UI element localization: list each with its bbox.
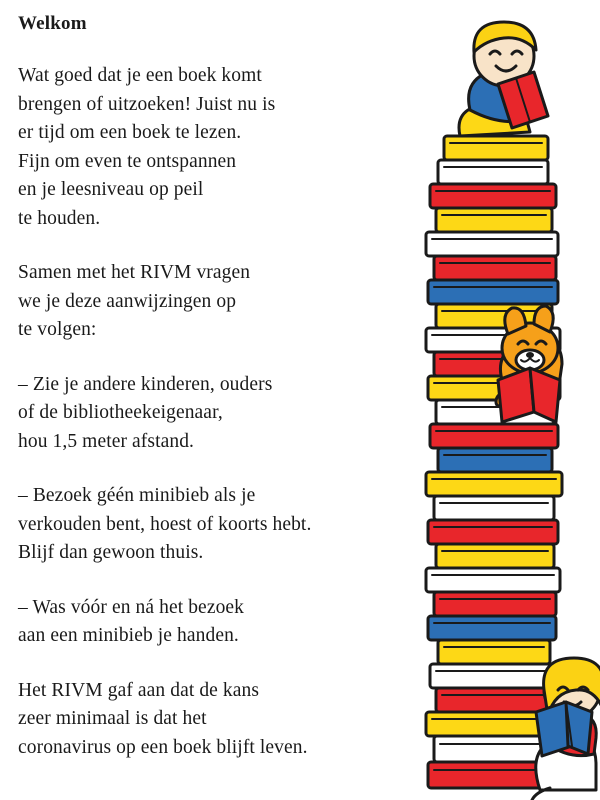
paragraph-rivm-request — [18, 259, 398, 345]
text-line: – Zie je andere kinderen, ouders — [18, 373, 273, 395]
paragraph-intro — [18, 62, 398, 233]
text-line: of de bibliotheekeigenaar, — [18, 402, 223, 423]
book-white-8 — [438, 160, 548, 184]
text-line: er tijd om een boek te lezen. — [18, 122, 242, 143]
book-yellow-7 — [436, 208, 552, 232]
book-white-2 — [430, 664, 560, 688]
girl-blue-book — [536, 702, 592, 756]
text-line: we je deze aanwijzingen op — [18, 290, 237, 312]
book-white-7 — [426, 232, 558, 256]
paragraph-rule-distance — [18, 371, 398, 457]
dog-red-book — [498, 368, 560, 422]
book-white-3 — [426, 568, 560, 592]
text-line: – Bezoek géén minibieb als je — [18, 485, 256, 506]
book-red-2 — [436, 688, 556, 712]
book-white-4 — [434, 496, 554, 520]
text-line: – Was vóór en ná het bezoek — [18, 596, 245, 618]
stack-of-books-illustration — [400, 0, 600, 800]
paragraph-rivm-note — [18, 677, 398, 763]
text-line: te volgen: — [18, 319, 97, 340]
book-red-3 — [434, 592, 556, 616]
book-yellow-3 — [436, 544, 554, 568]
book-yellow-top — [444, 136, 548, 160]
text-line: Wat goed dat je een boek komt — [18, 65, 262, 86]
text-line: Blijf dan gewoon thuis. — [18, 542, 204, 563]
dog-reading-figure — [496, 306, 562, 422]
book-blue-2 — [438, 448, 552, 472]
book-red-5 — [430, 424, 558, 448]
boy-reading-figure — [459, 22, 548, 136]
page-title: Welkom — [18, 13, 87, 34]
book-red-8 — [430, 184, 556, 208]
paragraph-rule-symptoms — [18, 482, 398, 568]
paragraph-rule-wash-hands — [18, 594, 398, 651]
text-line: en je leesniveau op peil — [18, 179, 204, 200]
text-line: brengen of uitzoeken! Juist nu is — [18, 93, 276, 115]
text-line: te houden. — [18, 207, 101, 229]
text-line: verkouden bent, hoest of koorts hebt. — [18, 513, 312, 535]
text-line: zeer minimaal is dat het — [18, 708, 207, 729]
book-blue-1 — [428, 616, 556, 640]
book-red-7 — [434, 256, 556, 280]
book-red-4 — [428, 520, 558, 544]
text-line: Samen met het RIVM vragen — [18, 262, 251, 283]
text-line: aan een minibieb je handen. — [18, 625, 239, 646]
text-column — [18, 12, 398, 762]
text-line: Het RIVM gaf aan dat de kans — [18, 679, 260, 701]
book-yellow-4 — [426, 472, 562, 496]
text-line: hou 1,5 meter afstand. — [18, 430, 195, 452]
book-blue-3 — [428, 280, 558, 304]
text-line: Fijn om even te ontspannen — [18, 150, 237, 172]
text-line: coronavirus op een boek blijft leven. — [18, 736, 308, 758]
book-yellow-2 — [438, 640, 550, 664]
